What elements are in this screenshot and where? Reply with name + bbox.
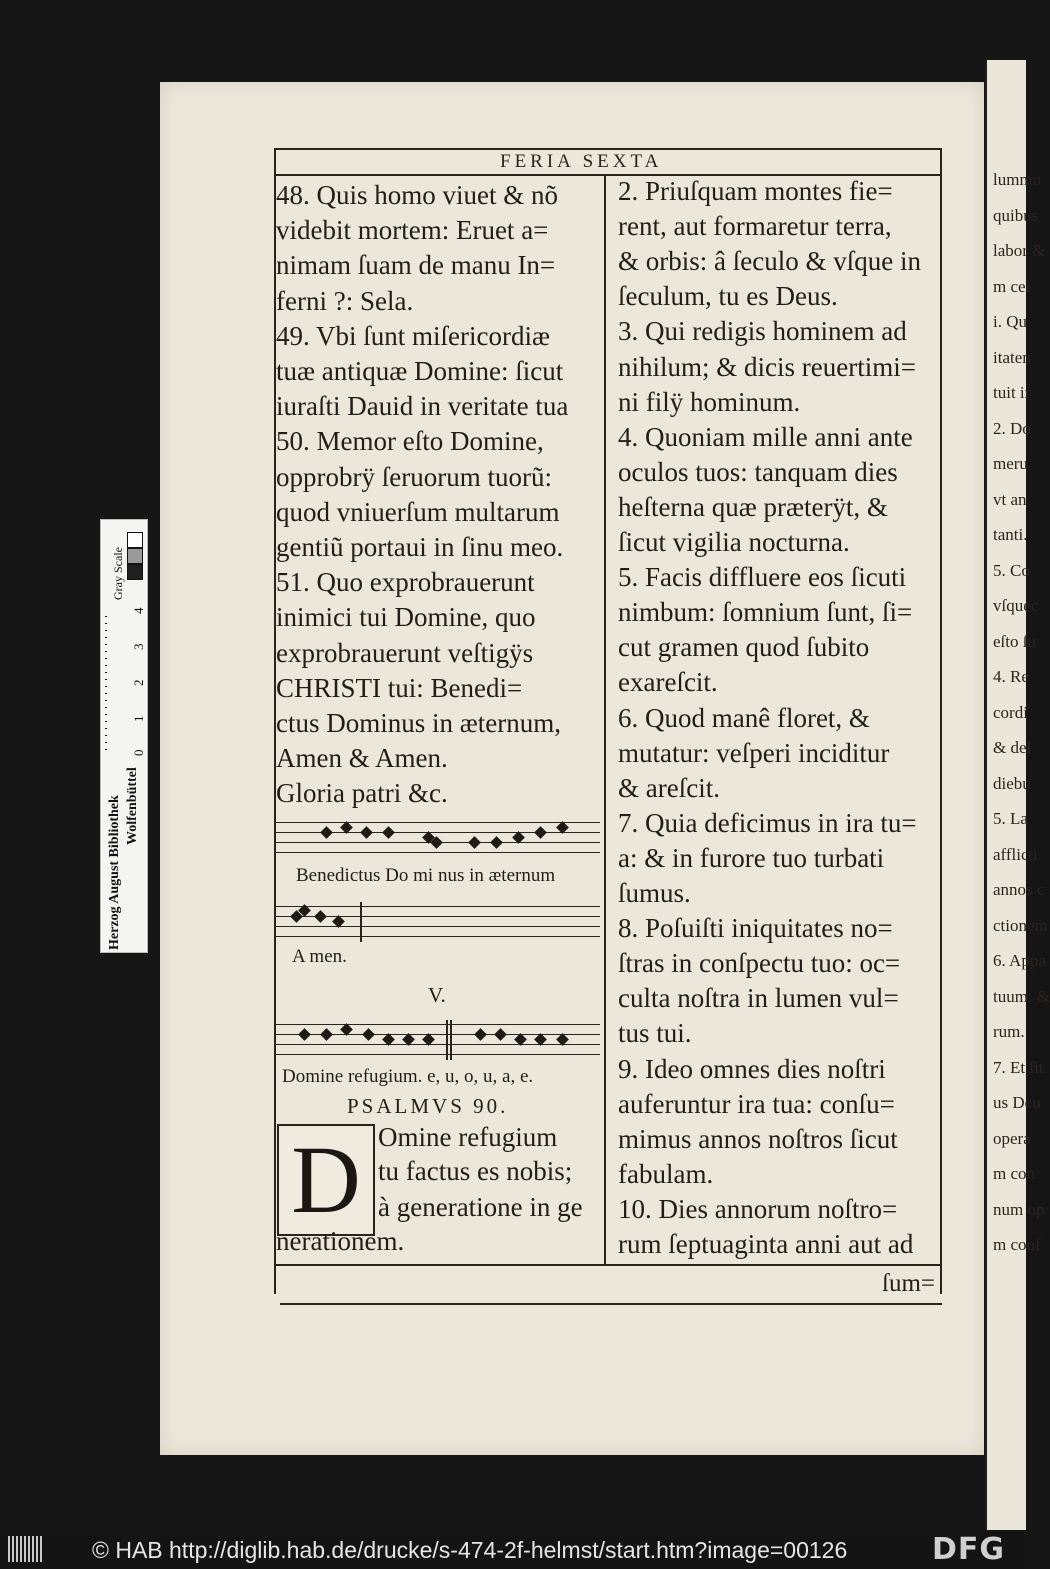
running-head: FERIA SEXTA [500,151,663,172]
next-page-fragment: tanti. [993,525,1028,544]
right-column-line: ſeculum, tu es Deus. [618,281,838,312]
footer-url[interactable]: © HAB http://diglib.hab.de/drucke/s-474-2f-helmst/start.htm?image=00126 [92,1537,848,1563]
hab-logo-icon [8,1536,44,1562]
psalm-title: PSALMVS 90. [347,1094,509,1118]
next-page-edge [985,60,1050,1530]
chant-lyric-1: Benedictus Do mi nus in æternum [296,865,556,886]
psalm-line: nerationem. [276,1226,405,1256]
header-rule [274,148,942,150]
next-page-fragment: diebu [993,773,1031,793]
right-column-line: ſtras in conſpectu tuo: oc= [618,948,901,979]
versicle-mark: V. [428,983,446,1007]
right-column-line: ni filÿ hominum. [618,386,801,417]
right-column-line: 6. Quod manê floret, & [618,702,870,733]
left-column-line: 50. Memor eſto Domine, [276,426,544,457]
gray-scale-card [100,519,148,953]
left-column-line: inimici tui Domine, quo [276,602,536,633]
bottom-rule [274,1264,942,1266]
left-column-line: opprobrÿ ſeruorum tuorũ: [276,461,552,492]
catchword: ſum= [882,1270,935,1297]
next-page-fragment: labor & [993,241,1046,260]
next-page-fragment: itaten [993,347,1031,367]
music-staff-3 [274,1020,600,1064]
right-column-line: 10. Dies annorum noſtro= [618,1193,898,1224]
right-column-line: 2. Priuſquam montes fie= [618,176,893,206]
next-page-fragment: & del [993,738,1032,757]
left-column-line: videbit mortem: Eruet a= [276,215,549,246]
right-column-line: & orbis: â ſeculo & vſque in [618,246,921,277]
card-tick-3: 3 [131,643,146,650]
next-page-fragment: annos c [993,880,1045,899]
right-column-line: 9. Ideo omnes dies noſtri [618,1053,886,1084]
left-column-line: 49. Vbi ſunt miſericordiæ [276,320,550,351]
card-tick-1: 1 [131,715,146,722]
initial-letter: D [291,1126,361,1233]
left-column-line: Gloria patri &c. [276,778,448,809]
music-staff-1 [274,818,600,862]
right-column-line: fabulam. [618,1158,714,1189]
next-page-fragment: 4. Re [993,667,1029,686]
right-column-line: heſterna quæ præterÿt, & [618,491,888,522]
right-column-line: oculos tuos: tanquam dies [618,456,898,487]
left-column-line: gentiũ portaui in ſinu meo. [276,532,564,562]
right-column-line: exareſcit. [618,667,718,698]
right-column-line: culta noſtra in lumen vul= [618,983,899,1014]
right-column-line: auferuntur ira tua: conſu= [618,1088,895,1119]
right-column-line: tus tui. [618,1018,692,1049]
next-page-fragment: tuum: & [993,986,1050,1006]
right-column-line: ſumus. [618,878,691,908]
left-column-line: tuæ antiquæ Domine: ſicut [276,356,564,386]
right-column-line: mutatur: veſperi inciditur [618,737,890,768]
right-column-line: & areſcit. [618,772,720,803]
decorated-initial [277,1124,375,1236]
next-page-fragment: m conf [993,1235,1041,1254]
next-page-fragment: eſto ſu [993,631,1036,651]
right-column-line: mimus annos noſtros ſicut [618,1123,898,1154]
chant-lyric-3: Domine refugium. e, u, o, u, a, e. [282,1066,534,1087]
right-column-line: cut gramen quod ſubito [618,632,870,663]
psalm-line: Omine refugium [378,1122,558,1152]
gray-patch-white [127,532,143,548]
left-column-line: Amen & Amen. [276,743,448,774]
music-staff-2 [274,902,600,946]
right-column-line: nihilum; & dicis reuertimi= [618,351,916,382]
column-divider [604,176,606,1264]
next-page-fragment: tuit ir [993,383,1031,402]
right-column-line: a: & in furore tuo turbati [618,842,885,873]
next-page-fragment: 2. Do [993,418,1031,438]
psalm-line: tu factus es nobis; [378,1156,573,1186]
next-page-fragment: i. Qu [993,312,1027,331]
next-page-fragment: num op [993,1199,1045,1219]
right-column-line: 5. Facis diffluere eos ſicuti [618,562,907,593]
dfg-logo: DFG [932,1532,1006,1567]
psalm-line: à generatione in ge [378,1192,583,1222]
left-column-line: CHRISTI tui: Benedi= [276,672,523,703]
right-column-line: rent, aut formaretur terra, [618,211,892,242]
right-column-line: rum ſeptuaginta anni aut ad [618,1229,914,1259]
right-column-line: nimbum: ſomnium ſunt, ſi= [618,597,913,628]
card-city: Wolfenbüttel [125,767,140,845]
next-page-fragment: lummu [993,170,1042,189]
next-page-fragment: m cel [993,276,1031,296]
left-column-line: quod vniuerſum multarum [276,496,560,527]
next-page-fragment: quibus [993,205,1039,225]
gray-patch-mid [127,548,143,564]
card-ruler [105,616,107,756]
card-tick-2: 2 [131,679,146,686]
next-page-fragment: vſquec [993,596,1039,615]
card-institution: Herzog August Bibliothek [107,795,122,950]
next-page-fragment: vt an [993,489,1027,509]
right-column-line: 8. Poſuiſti iniquitates no= [618,913,893,944]
right-column-line: ſicut vigilia nocturna. [618,527,850,557]
next-page-fragment: rum. [993,1022,1025,1041]
next-page-fragment: ctionem [993,915,1048,935]
next-page-fragment: opera [993,1128,1031,1148]
card-scale-label: Gray Scale [111,547,125,600]
next-page-fragment: 5. La [993,809,1028,828]
next-page-fragment: us Deu [993,1093,1041,1112]
card-tick-4: 4 [131,607,146,614]
left-column-line: nimam ſuam de manu In= [276,250,556,281]
next-page-fragment: meru [993,454,1028,473]
chant-lyric-2: A men. [292,946,347,967]
next-page-fragment: 7. Et ſit [993,1057,1044,1077]
bottom-rule-lower [280,1303,942,1305]
next-page-fragment: m con [993,1164,1036,1183]
next-page-fragment: 5. Co [993,560,1030,580]
left-column-line: ferni ?: Sela. [276,285,414,316]
right-column-line: 4. Quoniam mille anni ante [618,421,913,452]
left-column-line: iuraſti Dauid in veritate tua [276,391,569,422]
left-column-line: exprobrauerunt veſtigÿs [276,637,534,668]
frame-right-rule [940,148,942,1294]
next-page-fragment: 6. Appa [993,951,1046,970]
next-page-fragment: afflicti [993,844,1038,864]
left-column-line: ctus Dominus in æternum, [276,708,561,738]
left-column-line: 48. Quis homo viuet & nõ [276,180,558,210]
gray-patch-black [127,564,143,580]
next-page-fragment: cordi [993,702,1028,722]
card-tick-0: 0 [131,749,146,756]
left-column-line: 51. Quo exprobrauerunt [276,567,535,598]
right-column-line: 7. Quia deficimus in ira tu= [618,807,917,838]
right-column-line: 3. Qui redigis hominem ad [618,316,907,347]
